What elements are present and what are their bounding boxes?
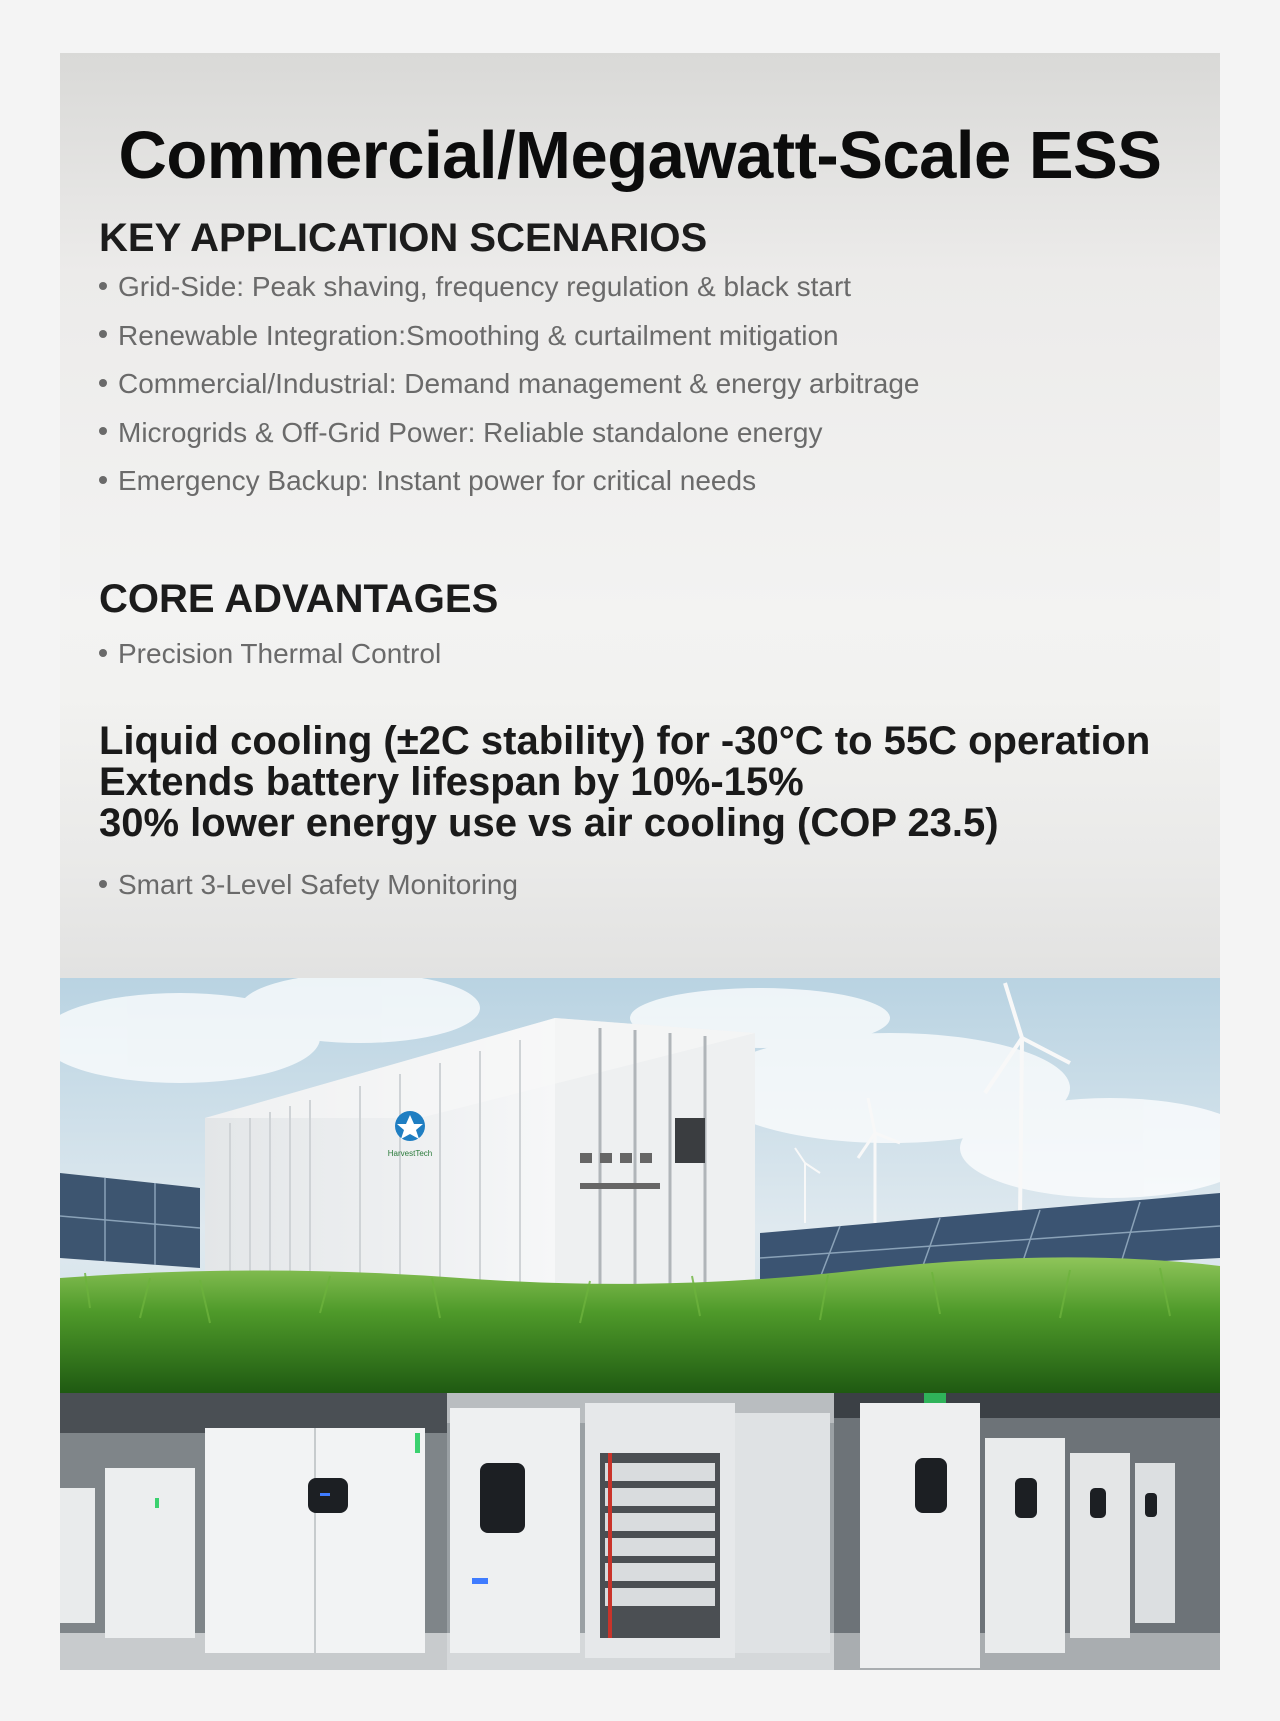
bullet-icon xyxy=(99,282,107,290)
list-item: Emergency Backup: Instant power for critical needs xyxy=(99,457,920,506)
bullet-icon xyxy=(99,880,107,888)
scenarios-list xyxy=(99,263,920,506)
detail-line: 30% lower energy use vs air cooling (COP 23.5) xyxy=(99,801,999,845)
list-item: Microgrids & Off-Grid Power: Reliable standalone energy xyxy=(99,409,920,458)
hero-logo-text: HarvestTech xyxy=(387,1149,433,1158)
list-item: Grid-Side: Peak shaving, frequency regulation & black start xyxy=(99,263,920,312)
list-item: Commercial/Industrial: Demand management & energy arbitrage xyxy=(99,360,920,409)
bullet-icon xyxy=(99,476,107,484)
hero-image xyxy=(60,978,1220,1393)
advantage-item-thermal: Precision Thermal Control xyxy=(99,638,441,670)
bullet-icon xyxy=(99,379,107,387)
bullet-icon xyxy=(99,649,107,657)
detail-line: Extends battery lifespan by 10%-15% xyxy=(99,760,804,804)
product-card xyxy=(60,53,1220,1670)
cabinet-photos xyxy=(60,1393,1220,1670)
bullet-icon xyxy=(99,427,107,435)
detail-line: Liquid cooling (±2C stability) for -30°C to 55C operation xyxy=(99,719,1151,763)
advantage-item-safety: Smart 3-Level Safety Monitoring xyxy=(99,869,518,901)
page-title: Commercial/Megawatt-Scale ESS xyxy=(118,118,1162,193)
scenarios-heading: KEY APPLICATION SCENARIOS xyxy=(99,216,708,260)
photo-open-cabinet xyxy=(447,1393,834,1670)
thermal-details xyxy=(99,721,1150,844)
advantages-heading: CORE ADVANTAGES xyxy=(99,577,499,621)
bullet-icon xyxy=(99,330,107,338)
list-item: Renewable Integration:Smoothing & curtailment mitigation xyxy=(99,312,920,361)
